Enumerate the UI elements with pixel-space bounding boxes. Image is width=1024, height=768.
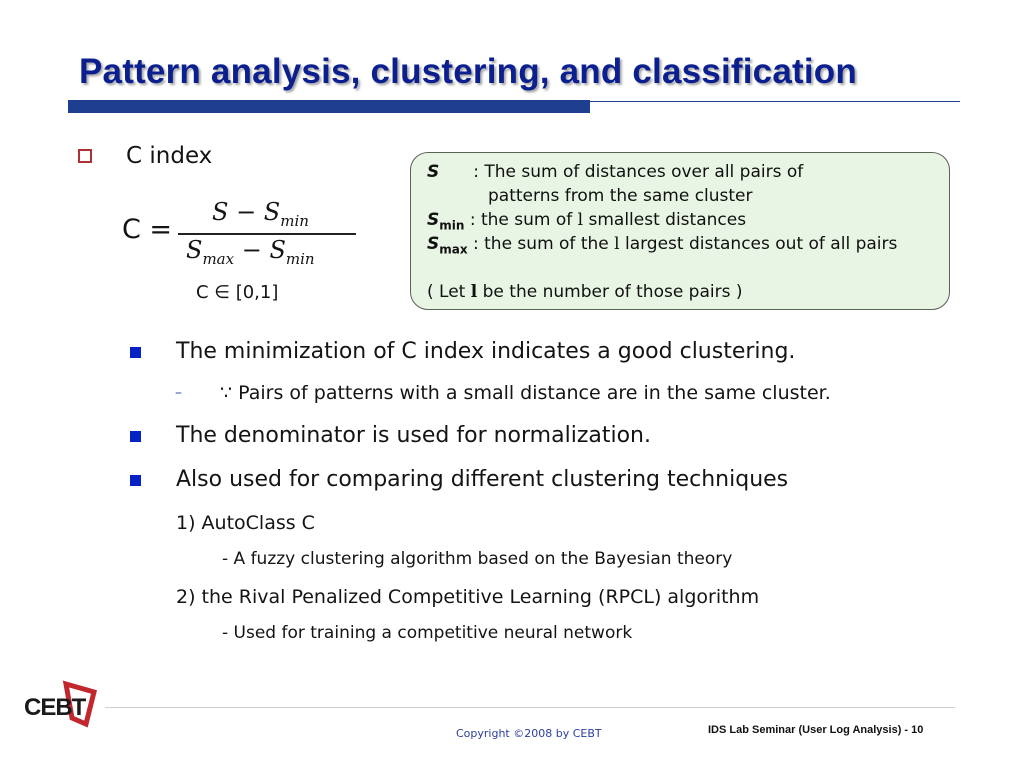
filled-square-bullet-icon — [130, 475, 141, 486]
bullet-text: The denominator is used for normalization. — [176, 423, 651, 448]
c-index-range: C ∈ [0,1] — [196, 282, 279, 303]
footer-divider — [105, 707, 955, 708]
slide-title: Pattern analysis, clustering, and classification — [79, 52, 857, 91]
filled-square-bullet-icon — [130, 431, 141, 442]
formula-lhs: C = — [122, 214, 173, 245]
technique-name: 2) the Rival Penalized Competitive Learning (RPCL) algorithm — [176, 586, 760, 608]
fraction-bar — [178, 233, 356, 235]
title-underline-thin — [590, 101, 960, 102]
bullet-text: Also used for comparing different clustering techniques — [176, 467, 789, 492]
bullet-text: The minimization of C index indicates a good clustering. — [176, 339, 796, 364]
def-s-cont: patterns from the same cluster — [488, 186, 753, 206]
def-smin: $S_{min}$ : the sum of l smallest distances — [427, 210, 747, 233]
dash-marker: – — [175, 385, 182, 401]
def-let: ( Let l be the number of those pairs ) — [427, 282, 743, 302]
cebt-logo — [22, 680, 102, 730]
copyright-text: Copyright ©2008 by CEBT — [456, 727, 602, 740]
technique-desc: - Used for training a competitive neural network — [222, 623, 633, 643]
filled-square-bullet-icon — [130, 347, 141, 358]
technique-desc: - A fuzzy clustering algorithm based on the Bayesian theory — [222, 549, 733, 569]
def-smax: $S_{max}$ : the sum of the l largest distances out of all pairs — [427, 234, 898, 257]
formula-denominator: $S_{max} - S_{min}$ — [186, 236, 315, 268]
c-index-heading: C index — [126, 143, 213, 169]
open-square-bullet-icon — [78, 149, 92, 163]
seminar-page-label: IDS Lab Seminar (User Log Analysis) - 10 — [708, 724, 924, 736]
logo-text: CEBT — [24, 694, 86, 721]
c-index-formula — [120, 198, 370, 268]
formula-numerator: $S - S_{min}$ — [212, 198, 309, 230]
sub-bullet-text: ∵ Pairs of patterns with a small distance are in the same cluster. — [220, 382, 831, 404]
title-underline-thick — [68, 100, 590, 113]
technique-name: 1) AutoClass C — [176, 512, 315, 534]
def-s: S : The sum of distances over all pairs of — [427, 162, 804, 182]
